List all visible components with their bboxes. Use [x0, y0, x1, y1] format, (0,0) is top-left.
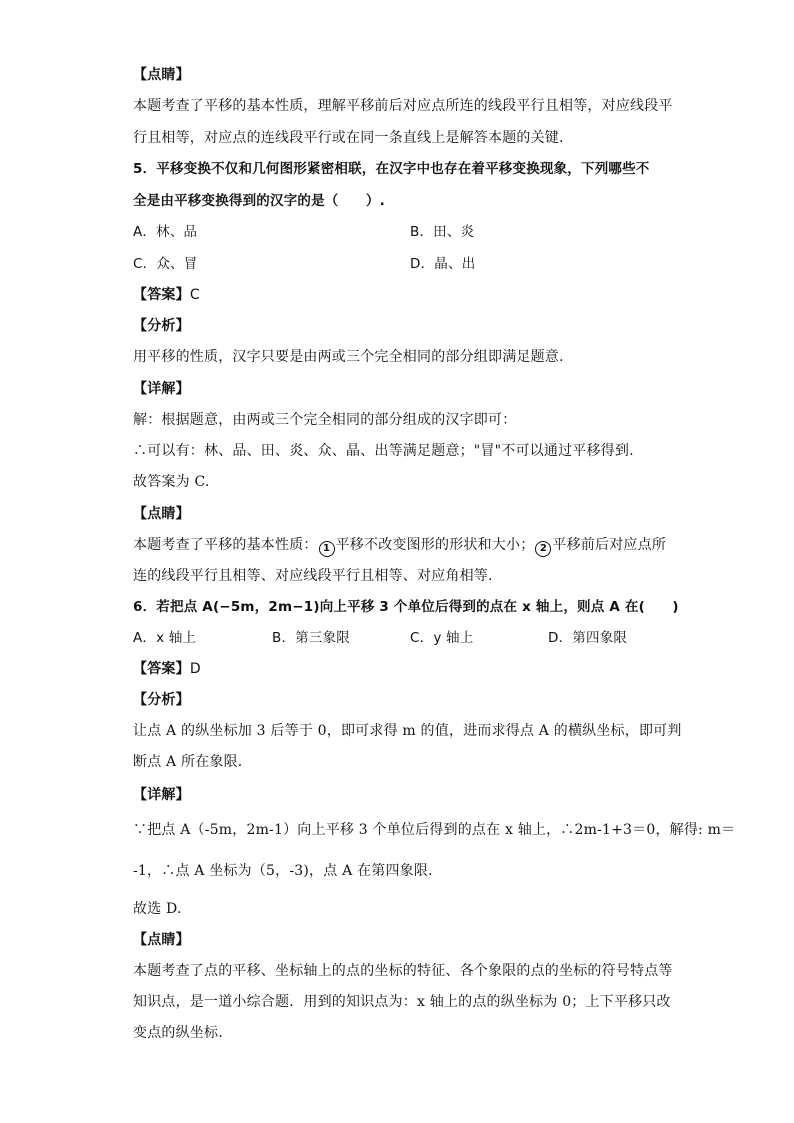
answer-label: 【答案】 — [133, 661, 190, 677]
analysis-text: 断点 A 所在象限. — [133, 754, 243, 770]
detail-text: ∴可以有：林、品、田、炎、众、晶、出等满足题意；"冒"不可以通过平移得到. — [133, 443, 634, 459]
detail-text: 故选 D. — [133, 901, 182, 917]
option-d: D．第四象限 — [548, 630, 628, 646]
analysis-text: 用平移的性质，汉字只要是由两或三个完全相同的部分组即满足题意. — [133, 349, 564, 365]
answer-label: 【答案】 — [133, 287, 190, 303]
detail-heading: 【详解】 — [133, 381, 190, 397]
analysis-text: 让点 A 的纵坐标加 3 后等于 0，即可求得 m 的值，进而求得点 A 的横纵坐标，即可判 — [133, 723, 682, 739]
answer-line — [133, 286, 200, 304]
circled-number-2: 2 — [535, 541, 551, 557]
note-text: 本题考查了点的平移、坐标轴上的点的坐标的特征、各个象限的点的坐标的符号特点等 — [133, 963, 673, 979]
section-heading-dianjing: 【点睛】 — [133, 67, 190, 83]
detail-text: ∵把点 A（-5m，2m-1）向上平移 3 个单位后得到的点在 x 轴上，∴2m-1+3＝0，解得: m＝ — [133, 822, 736, 838]
option-a: A．林、品 — [133, 224, 198, 240]
detail-text: 故答案为 C. — [133, 474, 210, 490]
question-6-stem: 6．若把点 A(−5m，2m−1)向上平移 3 个单位后得到的点在 x 轴上，则点 A 在( ) — [133, 599, 679, 615]
detail-text: -1，∴点 A 坐标为（5，-3)，点 A 在第四象限. — [133, 863, 433, 879]
answer-value: D — [189, 661, 201, 677]
note-text: 连的线段平行且相等、对应线段平行且相等、对应角相等. — [133, 568, 493, 584]
paragraph-line: 行且相等，对应点的连线段平行或在同一条直线上是解答本题的关键. — [133, 130, 564, 146]
note-heading: 【点睛】 — [133, 932, 190, 948]
paragraph-line: 本题考查了平移的基本性质，理解平移前后对应点所连的线段平行且相等，对应线段平 — [133, 98, 673, 114]
note-text: 知识点，是一道小综合题．用到的知识点为：x 轴上的点的纵坐标为 0；上下平移只改 — [133, 994, 671, 1010]
note-heading: 【点睛】 — [133, 506, 190, 522]
note-text: 变点的纵坐标. — [133, 1025, 223, 1041]
answer-value: C — [189, 287, 200, 303]
question-5-stem: 全是由平移变换得到的汉字的是（ ）. — [133, 193, 385, 209]
option-b: B．第三象限 — [272, 630, 350, 646]
option-c: C．y 轴上 — [410, 630, 474, 646]
analysis-heading: 【分析】 — [133, 318, 190, 334]
answer-line — [133, 660, 201, 678]
option-c: C．众、冒 — [133, 256, 198, 272]
detail-text: 解：根据题意，由两或三个完全相同的部分组成的汉字即可： — [133, 412, 517, 428]
question-5-stem: 5．平移变换不仅和几何图形紧密相联，在汉字中也存在着平移变换现象，下列哪些不 — [133, 161, 650, 177]
analysis-heading: 【分析】 — [133, 692, 190, 708]
detail-heading: 【详解】 — [133, 787, 190, 803]
option-b: B．田、炎 — [410, 224, 475, 240]
option-a: A．x 轴上 — [133, 630, 197, 646]
circled-number-1: 1 — [319, 541, 335, 557]
note-text: 本题考查了平移的基本性质： 1 平移不改变图形的形状和大小； 2 平移前后对应点所 — [133, 536, 666, 557]
question-5-options-row — [133, 223, 197, 241]
option-d: D．晶、出 — [410, 256, 476, 272]
